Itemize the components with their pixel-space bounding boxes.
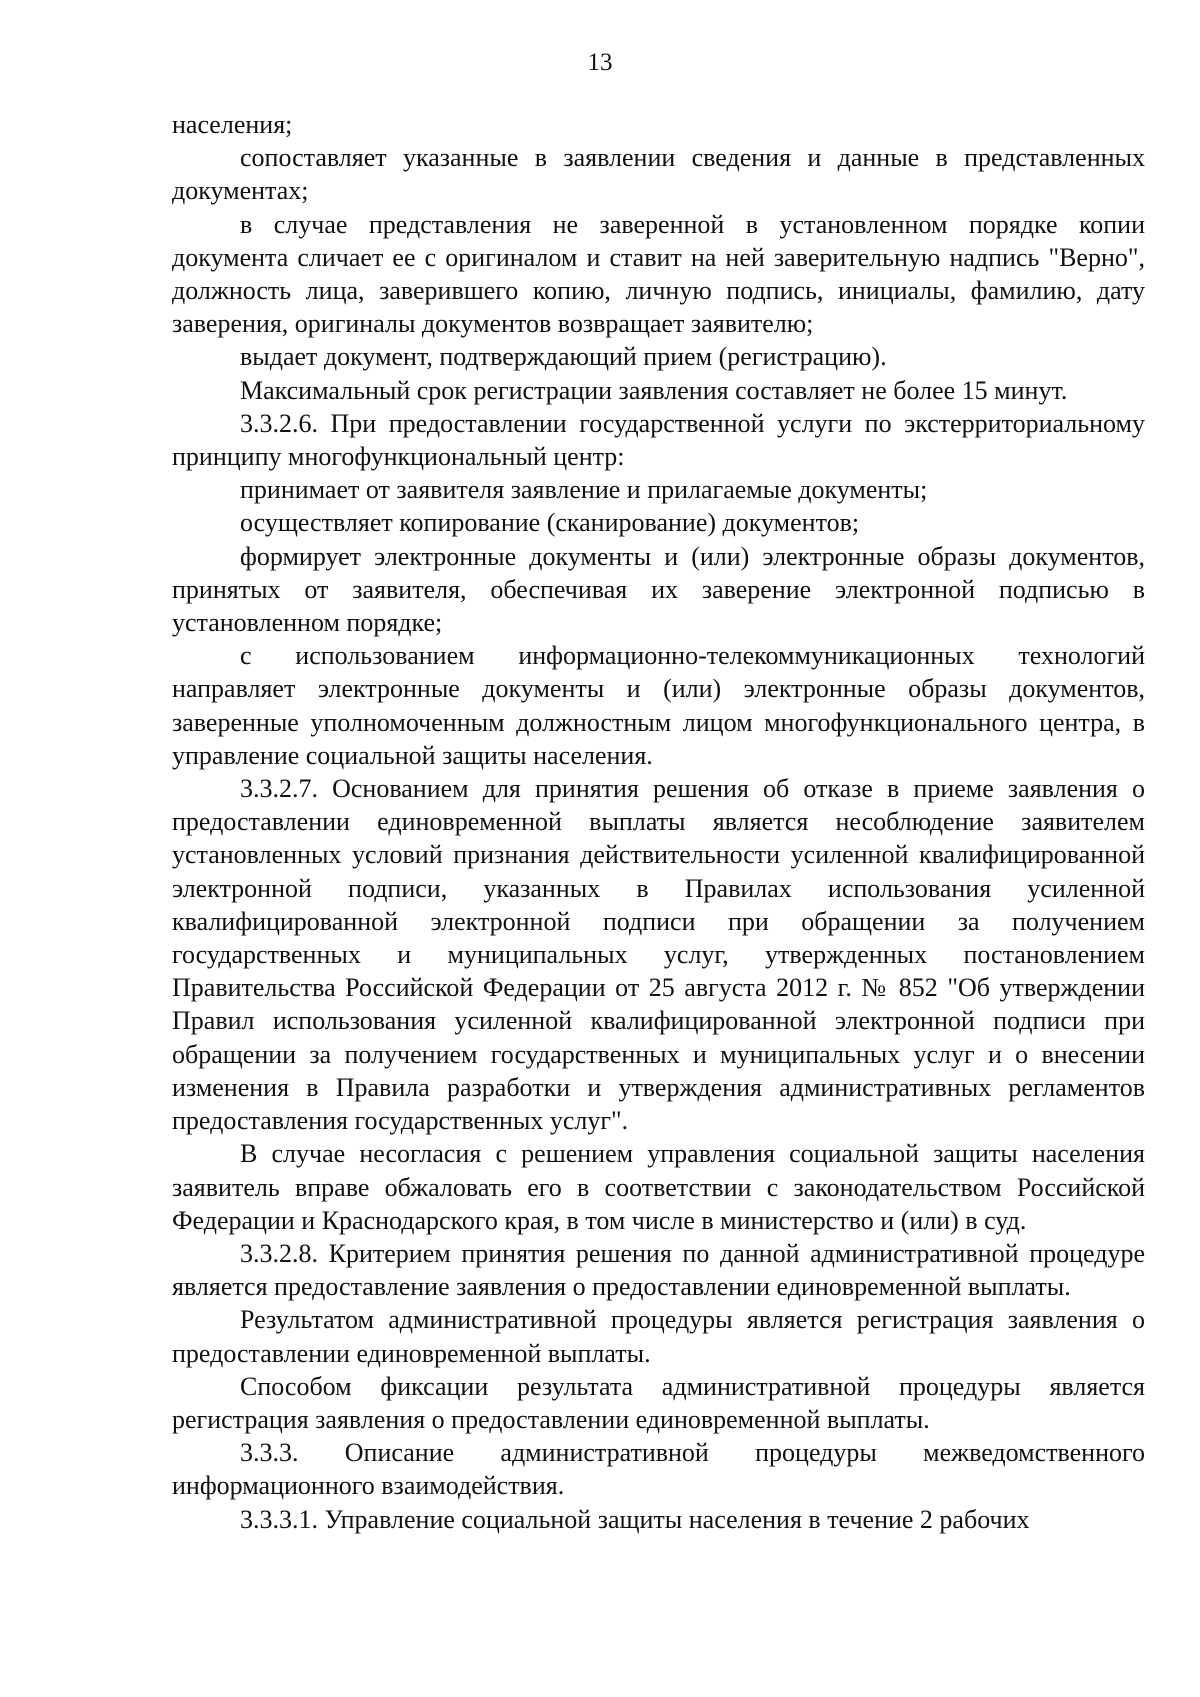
body-text [172,108,1145,1536]
paragraph: принимает от заявителя заявление и прилагаемые документы; [240,475,928,505]
paragraph: формирует электронные документы и (или) электронные образы документов, принятых от заявителя, обеспечивая их заверение электронной подписью в установленном порядке; [172,541,1145,638]
paragraph: 3.3.2.7. Основанием для принятия решения об отказе в приеме заявления о предоставлении единовременной выплаты является несоблюдение заявителем установленных условий признания действительности усиленной квалифицированной электронной подписи, указанных в Правилах использования усиленной квалифицированной электронной подписи при обращении за получением государственных и муниципальных услуг, утвержденных постановлением Правительства Российской Федерации от 25 августа 2012 г. № 852 "Об утверждении Правил использования усиленной квалифицированной электронной подписи при обращении за получением государственных и муниципальных услуг и о внесении изменения в Правила разработки и утверждения административных регламентов предоставления государственных услуг". [172,774,1145,1136]
paragraph: 3.3.3.1. Управление социальной защиты населения в течение 2 рабочих [240,1504,1030,1534]
page-number: 13 [587,49,613,76]
paragraph: В случае несогласия с решением управления социальной защиты населения заявитель вправе обжаловать его в соответствии с законодательством Российской Федерации и Краснодарского края, в том числе в министерство и (или) в суд. [172,1139,1145,1235]
paragraph: Результатом административной процедуры является регистрация заявления о предоставлении единовременной выплаты. [172,1305,1145,1368]
paragraph: Максимальный срок регистрации заявления составляет не более 15 минут. [240,375,1068,405]
paragraph: выдает документ, подтверждающий прием (регистрацию). [240,342,887,372]
paragraph: сопоставляет указанные в заявлении сведения и данные в представленных документах; [172,143,1145,206]
paragraph: 3.3.3. Описание административной процедуры межведомственного информационного взаимодействия. [172,1438,1145,1501]
paragraph: осуществляет копирование (сканирование) документов; [240,508,860,538]
paragraph: населения; [172,110,293,139]
paragraph: Способом фиксации результата административной процедуры является регистрация заявления о предоставлении единовременной выплаты. [172,1371,1145,1434]
paragraph: 3.3.2.6. При предоставлении государственной услуги по экстерриториальному принципу многофункциональный центр: [172,408,1145,472]
paragraph: в случае представления не заверенной в установленном порядке копии документа сличает ее с оригиналом и ставит на ней заверительную надпись "Верно", должность лица, заверившего копию, личную подпись, инициалы, фамилию, дату заверения, оригиналы документов возвращает заявителю; [172,209,1145,339]
paragraph: с использованием информационно-телекоммуникационных технологий направляет электронные документы и (или) электронные образы документов, заверенные уполномоченным должностным лицом многофункционального центра, в управление социальной защиты населения. [172,641,1145,770]
paragraph: 3.3.2.8. Критерием принятия решения по данной административной процедуре является предоставление заявления о предоставлении единовременной выплаты. [172,1238,1145,1302]
